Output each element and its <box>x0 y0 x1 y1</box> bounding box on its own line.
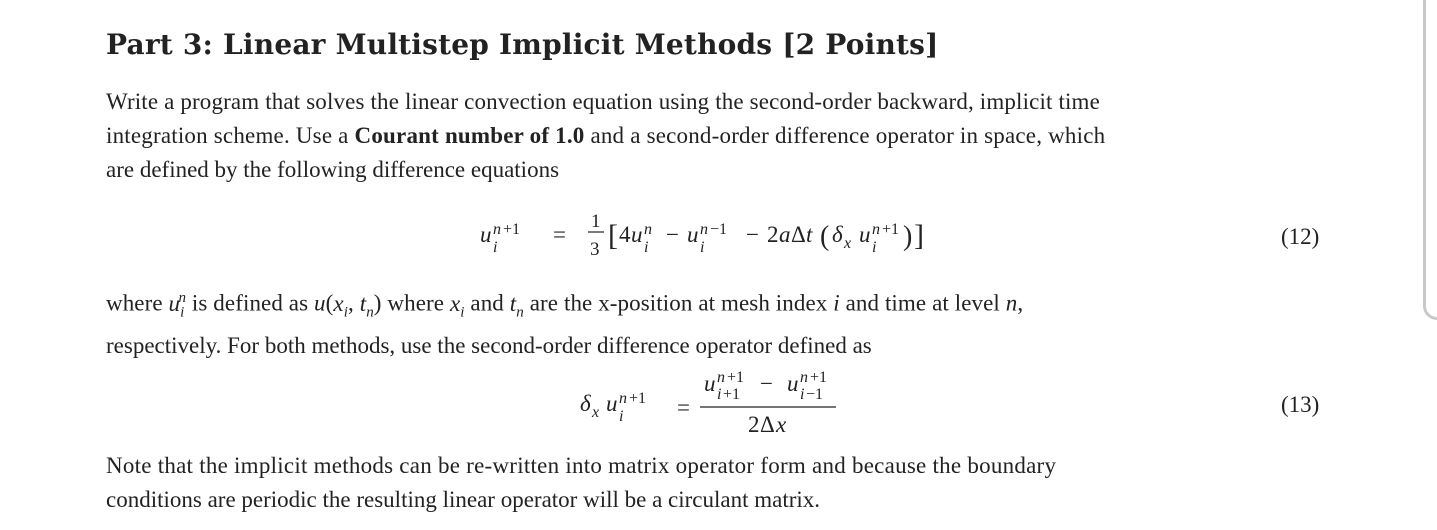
svg-text:u: u <box>480 222 492 247</box>
svg-text:n: n <box>800 369 808 386</box>
svg-text:2: 2 <box>748 412 760 437</box>
section-heading: Part 3: Linear Multistep Implicit Methods [2 Points] <box>106 28 939 61</box>
svg-text:i: i <box>800 386 805 403</box>
math-n: n <box>1005 290 1018 316</box>
definition-text-d: and <box>464 290 510 316</box>
svg-text:+1: +1 <box>882 221 900 238</box>
svg-text:Δ: Δ <box>760 412 775 437</box>
equation-13-number: (13) <box>1281 392 1320 417</box>
equation-13 <box>580 365 880 445</box>
svg-text:i: i <box>717 386 722 403</box>
svg-text:−1: −1 <box>710 221 728 238</box>
svg-text:n: n <box>717 369 725 386</box>
svg-text:i: i <box>493 239 498 256</box>
svg-text:=: = <box>553 222 566 247</box>
svg-text:i: i <box>872 239 877 256</box>
courant-number-text: Courant number of 1.0 <box>354 123 585 148</box>
svg-text:[: [ <box>608 219 618 252</box>
math-x-i: $x_i$ <box>333 290 348 321</box>
svg-text:+1: +1 <box>629 390 647 407</box>
equation-12 <box>480 200 980 270</box>
svg-text:i: i <box>619 408 624 425</box>
math-u-xi-tn: u <box>314 290 326 316</box>
svg-text:1: 1 <box>591 211 601 232</box>
definition-text-f: and time at level <box>839 290 1006 316</box>
svg-text:n: n <box>872 221 880 238</box>
svg-text:3: 3 <box>590 239 600 260</box>
panel-edge <box>1423 0 1437 320</box>
math-t-n-2: $t_n$ <box>509 290 524 321</box>
svg-text:+1: +1 <box>810 369 828 386</box>
intro-line-1: Write a program that solves the linear convection equation using the second-order backward, implicit time <box>106 89 1100 114</box>
math-u-i-n: $u_i^n$ <box>168 290 187 321</box>
svg-text:Δ: Δ <box>791 222 806 247</box>
svg-text:i: i <box>700 239 705 256</box>
equation-12-number: (12) <box>1281 224 1320 249</box>
definition-text-g: , <box>1017 290 1024 316</box>
svg-text:): ) <box>903 221 913 252</box>
definition-text-c: where <box>381 290 450 316</box>
svg-text:u: u <box>606 391 618 416</box>
svg-text:(: ( <box>820 221 830 252</box>
svg-text:2: 2 <box>767 222 779 247</box>
svg-text:−: − <box>666 222 679 247</box>
note-line-2: conditions are periodic the resulting linear operator will be a circulant matrix. <box>106 487 821 512</box>
svg-text:n: n <box>493 221 501 238</box>
definition-line-2: respectively. For both methods, use the second-order difference operator defined as <box>106 333 872 359</box>
svg-text:−: − <box>746 222 759 247</box>
svg-text:4: 4 <box>619 222 631 247</box>
svg-text:δ: δ <box>832 222 843 247</box>
svg-text:x: x <box>844 235 852 252</box>
intro-line-3: are defined by the following difference equations <box>106 157 560 182</box>
svg-text:u: u <box>704 371 716 396</box>
note-line-1: Note that the implicit methods can be re-written into matrix operator form and because the boundary <box>106 453 1057 478</box>
svg-text:δ: δ <box>580 391 591 416</box>
note-paragraph <box>106 449 1328 517</box>
definition-paragraph <box>106 281 1328 363</box>
svg-text:n: n <box>644 221 652 238</box>
svg-text:a: a <box>779 222 791 247</box>
definition-line-1: where $u_i^n$ is defined as $u(x_i$, $t_n$) where $x_i$ and $t_n$ are the x-position at mesh index i and time at level n, <box>106 290 1024 321</box>
svg-text:−: − <box>760 371 773 396</box>
intro-paragraph <box>106 85 1328 187</box>
svg-text:n: n <box>619 390 627 407</box>
svg-text:t: t <box>806 222 813 247</box>
svg-text:+1: +1 <box>723 386 741 403</box>
definition-text-b: is defined as <box>186 290 315 316</box>
intro-line-2-start: integration scheme. Use a <box>106 123 355 148</box>
definition-text-a: where <box>106 290 169 316</box>
math-t-n: $t_n$ <box>359 290 374 321</box>
math-i: i <box>833 290 840 316</box>
svg-text:x: x <box>776 412 787 437</box>
svg-text:u: u <box>787 371 799 396</box>
svg-text:u: u <box>631 222 643 247</box>
svg-text:i: i <box>644 239 649 256</box>
svg-text:u: u <box>687 222 699 247</box>
svg-text:−1: −1 <box>806 386 824 403</box>
svg-text:u: u <box>859 222 871 247</box>
svg-text:x: x <box>592 404 600 421</box>
svg-text:+1: +1 <box>503 221 521 238</box>
svg-text:+1: +1 <box>727 369 745 386</box>
math-x-i-2: $x_i$ <box>449 290 465 321</box>
intro-line-2-end: and a second-order difference operator in space, which <box>584 123 1106 148</box>
definition-text-e: are the x-position at mesh index <box>523 290 834 316</box>
svg-text:n: n <box>700 221 708 238</box>
svg-text:]: ] <box>914 219 924 252</box>
intro-line-2 <box>106 119 1328 153</box>
svg-text:=: = <box>677 395 690 420</box>
